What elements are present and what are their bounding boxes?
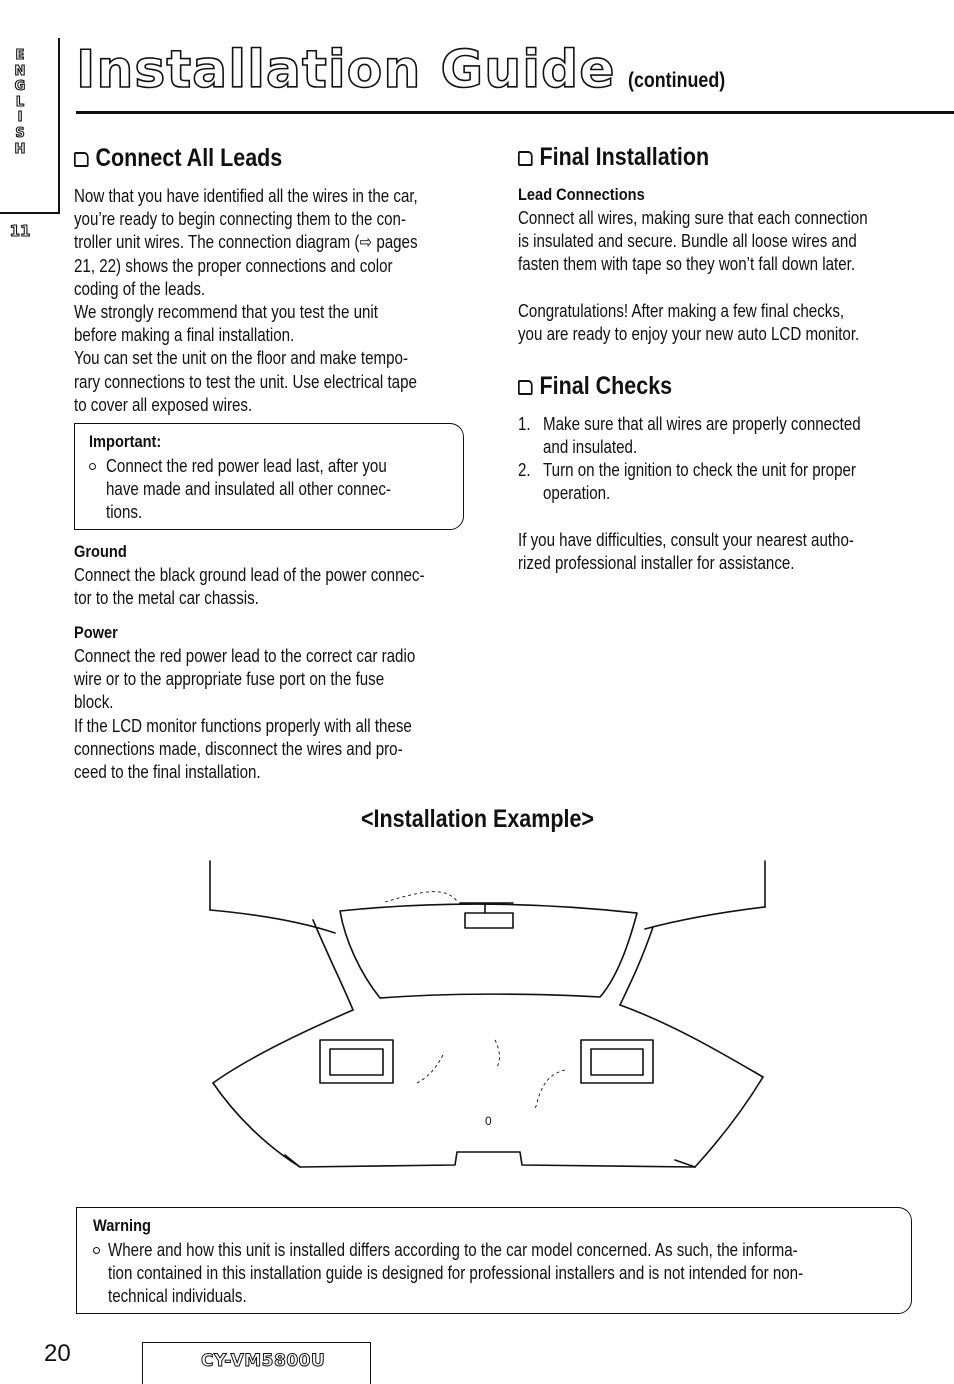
ground-title: Ground bbox=[74, 542, 127, 561]
list-item bbox=[518, 413, 954, 459]
left-a-pillar bbox=[313, 920, 353, 1010]
lead-connections-title: Lead Connections bbox=[518, 185, 645, 204]
heading-connect-all-leads bbox=[74, 143, 282, 173]
left-lower-body bbox=[213, 1083, 300, 1167]
tab-letter: G bbox=[14, 79, 26, 95]
left-dash-edge bbox=[213, 1010, 353, 1083]
tab-letter: S bbox=[15, 125, 25, 141]
section-number: 11 bbox=[9, 222, 31, 240]
right-a-pillar bbox=[620, 927, 653, 1005]
language-side-tab bbox=[0, 38, 60, 240]
windshield bbox=[340, 904, 637, 998]
left-monitor-icon bbox=[320, 1040, 393, 1083]
lead-connections-text: Connect all wires, making sure that each connection is insulated and secure. Bundle all loose wires and fasten them with tape so they won’t fall down later. bbox=[518, 208, 868, 275]
title-continued: (continued) bbox=[627, 69, 725, 92]
connect-intro-text: Now that you have identified all the wires in the car, you’re ready to begin connecting them to the con- troller unit wires. The connection diagram (⇨ pages 21, 22) shows the proper connections and color coding of the leads. We strongly recommend that you test the unit before making a final installation. You can set the unit on the floor and make tempo- rary connections to test the unit. Use electrical tape to cover all exposed wires. bbox=[74, 186, 418, 415]
warning-box bbox=[76, 1207, 912, 1314]
bullet-icon bbox=[93, 1247, 100, 1254]
ground-text: Connect the black ground lead of the power connec- tor to the metal car chassis. bbox=[74, 565, 425, 609]
diagram-title bbox=[0, 805, 954, 834]
checkbox-icon bbox=[74, 152, 89, 167]
installation-example-diagram bbox=[195, 855, 775, 1185]
final-checks-list bbox=[518, 413, 954, 505]
page-number: 20 bbox=[44, 1340, 71, 1367]
language-tab-letters bbox=[5, 48, 35, 157]
congrats-text: Congratulations! After making a few final checks, you are ready to enjoy your new auto LCD monitor. bbox=[518, 301, 860, 345]
rear-view-mirror bbox=[465, 913, 513, 928]
diagram-title-text: <Installation Example> bbox=[360, 805, 594, 833]
right-dash-edge bbox=[620, 1005, 763, 1077]
heading-text: Final Checks bbox=[539, 372, 673, 400]
tab-letter: E bbox=[15, 48, 25, 63]
tab-letter: N bbox=[14, 63, 26, 79]
list-number: 2. bbox=[518, 460, 531, 480]
heading-text: Final Installation bbox=[539, 143, 710, 171]
important-text: Connect the red power lead last, after you have made and insulated all other connec- tions. bbox=[106, 456, 391, 523]
tab-letter: L bbox=[15, 94, 25, 110]
power-text: Connect the red power lead to the correct car radio wire or to the appropriate fuse port on the fuse block. If the LCD monitor functions properly with all these connections made, disconnect the wires and pro- ceed to the final installation. bbox=[74, 646, 416, 783]
title-main: Installation Guide bbox=[76, 40, 616, 100]
tab-letter: H bbox=[14, 141, 26, 157]
heading-text: Connect All Leads bbox=[95, 144, 283, 172]
bullet-icon bbox=[89, 463, 96, 470]
list-item bbox=[518, 459, 954, 505]
model-number: CY-VM5800U bbox=[201, 1351, 326, 1371]
checkbox-icon bbox=[518, 151, 533, 166]
model-number-box bbox=[142, 1342, 371, 1384]
console-bottom bbox=[300, 1152, 695, 1167]
important-item bbox=[89, 455, 529, 525]
important-box bbox=[74, 423, 464, 530]
page-title bbox=[76, 40, 742, 106]
list-text: Make sure that all wires are properly connected and insulated. bbox=[543, 414, 861, 458]
important-title: Important: bbox=[89, 432, 162, 451]
svg-text:0: 0 bbox=[485, 1114, 492, 1128]
power-title: Power bbox=[74, 623, 118, 642]
difficulty-text: If you have difficulties, consult your nearest autho- rized professional installer for assistance. bbox=[518, 530, 854, 574]
right-lower-body bbox=[695, 1077, 763, 1167]
list-number: 1. bbox=[518, 414, 531, 434]
list-text: Turn on the ignition to check the unit for proper operation. bbox=[543, 460, 856, 504]
tab-letter: I bbox=[17, 110, 23, 126]
checkbox-icon bbox=[518, 380, 533, 395]
heading-final-checks bbox=[518, 371, 672, 401]
warning-title: Warning bbox=[93, 1216, 151, 1235]
right-roofline bbox=[645, 907, 765, 929]
heading-final-installation bbox=[518, 142, 709, 172]
title-divider bbox=[76, 111, 954, 114]
warning-text: Where and how this unit is installed differs according to the car model concerned. As such, the informa- tion contained in this installation guide is designed for professional installers and is not intended for non- technical individuals. bbox=[108, 1240, 804, 1307]
